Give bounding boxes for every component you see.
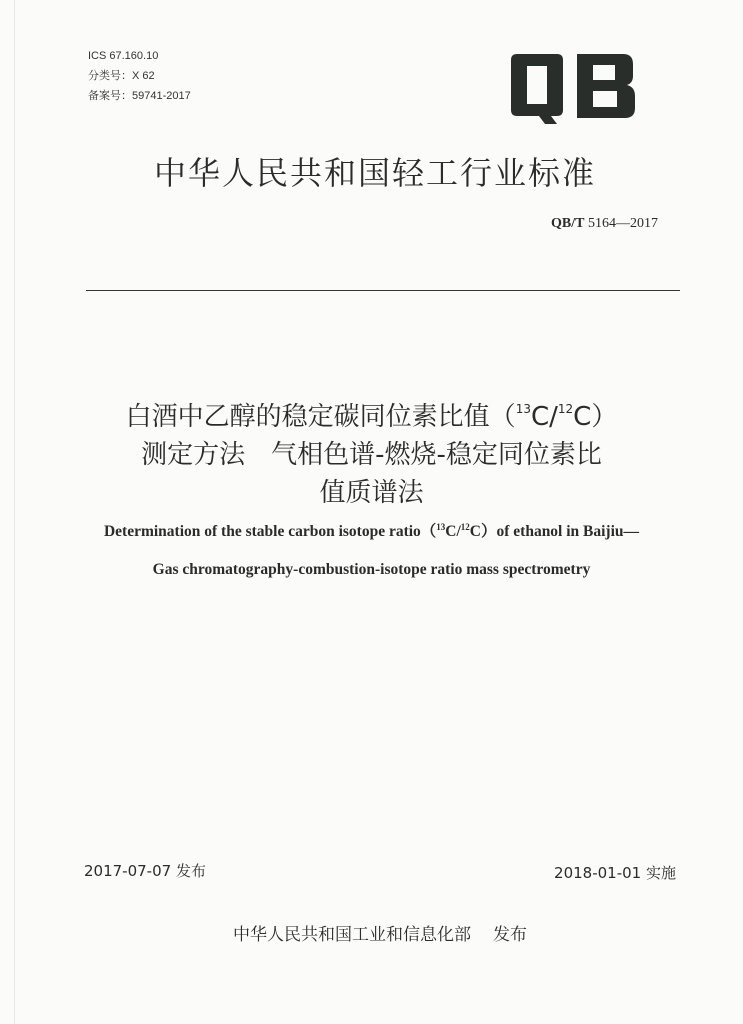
- superscript-12: 12: [557, 402, 574, 416]
- chinese-title-line-1: [60, 390, 683, 436]
- ics-code: ICS 67.160.10: [88, 50, 159, 62]
- page-edge: [14, 0, 15, 1024]
- classification-code: 分类号：X 62: [88, 70, 155, 82]
- english-title-tail: C）of ethanol in Baijiu—: [469, 523, 640, 540]
- qb-logo-q: [511, 54, 563, 124]
- english-title-line-2: Gas chromatography-combustion-isotope ratio mass spectrometry: [152, 561, 591, 578]
- standard-prefix: QB/T: [551, 216, 585, 231]
- publisher: [180, 920, 580, 945]
- standard-code: 5164—2017: [584, 216, 658, 231]
- english-title-text: Determination of the stable carbon isotope ratio（: [103, 523, 437, 540]
- chinese-title-c: C/: [530, 402, 558, 432]
- publisher-name: 中华人民共和国工业和信息化部: [233, 925, 471, 945]
- chinese-title-line-2: 测定方法 气相色谱-燃烧-稳定同位素比: [141, 440, 602, 470]
- qb-logo: [505, 52, 641, 126]
- english-title-line-1: [40, 519, 703, 541]
- chinese-title-line-3: 值质谱法: [319, 478, 424, 508]
- english-superscript-12: 12: [460, 522, 470, 532]
- header-divider: [86, 290, 680, 291]
- publisher-action: 发布: [493, 925, 527, 945]
- org-standard-title: 中华人民共和国轻工行业标准: [153, 154, 596, 192]
- record-number: 备案号：59741-2017: [88, 90, 191, 102]
- chinese-title-text: 白酒中乙醇的稳定碳同位素比值（: [125, 402, 516, 432]
- chinese-title: [60, 390, 683, 512]
- issue-date: 2017-07-07 发布: [84, 862, 206, 880]
- standard-number: [551, 216, 658, 232]
- english-title-c: C/: [445, 523, 461, 540]
- superscript-13: 13: [515, 402, 531, 416]
- qb-logo-b: [577, 54, 635, 118]
- chinese-title-c-close: C）: [573, 402, 618, 432]
- english-superscript-13: 13: [436, 522, 446, 532]
- standard-metadata: [88, 46, 191, 106]
- implementation-date: 2018-01-01 实施: [554, 864, 676, 882]
